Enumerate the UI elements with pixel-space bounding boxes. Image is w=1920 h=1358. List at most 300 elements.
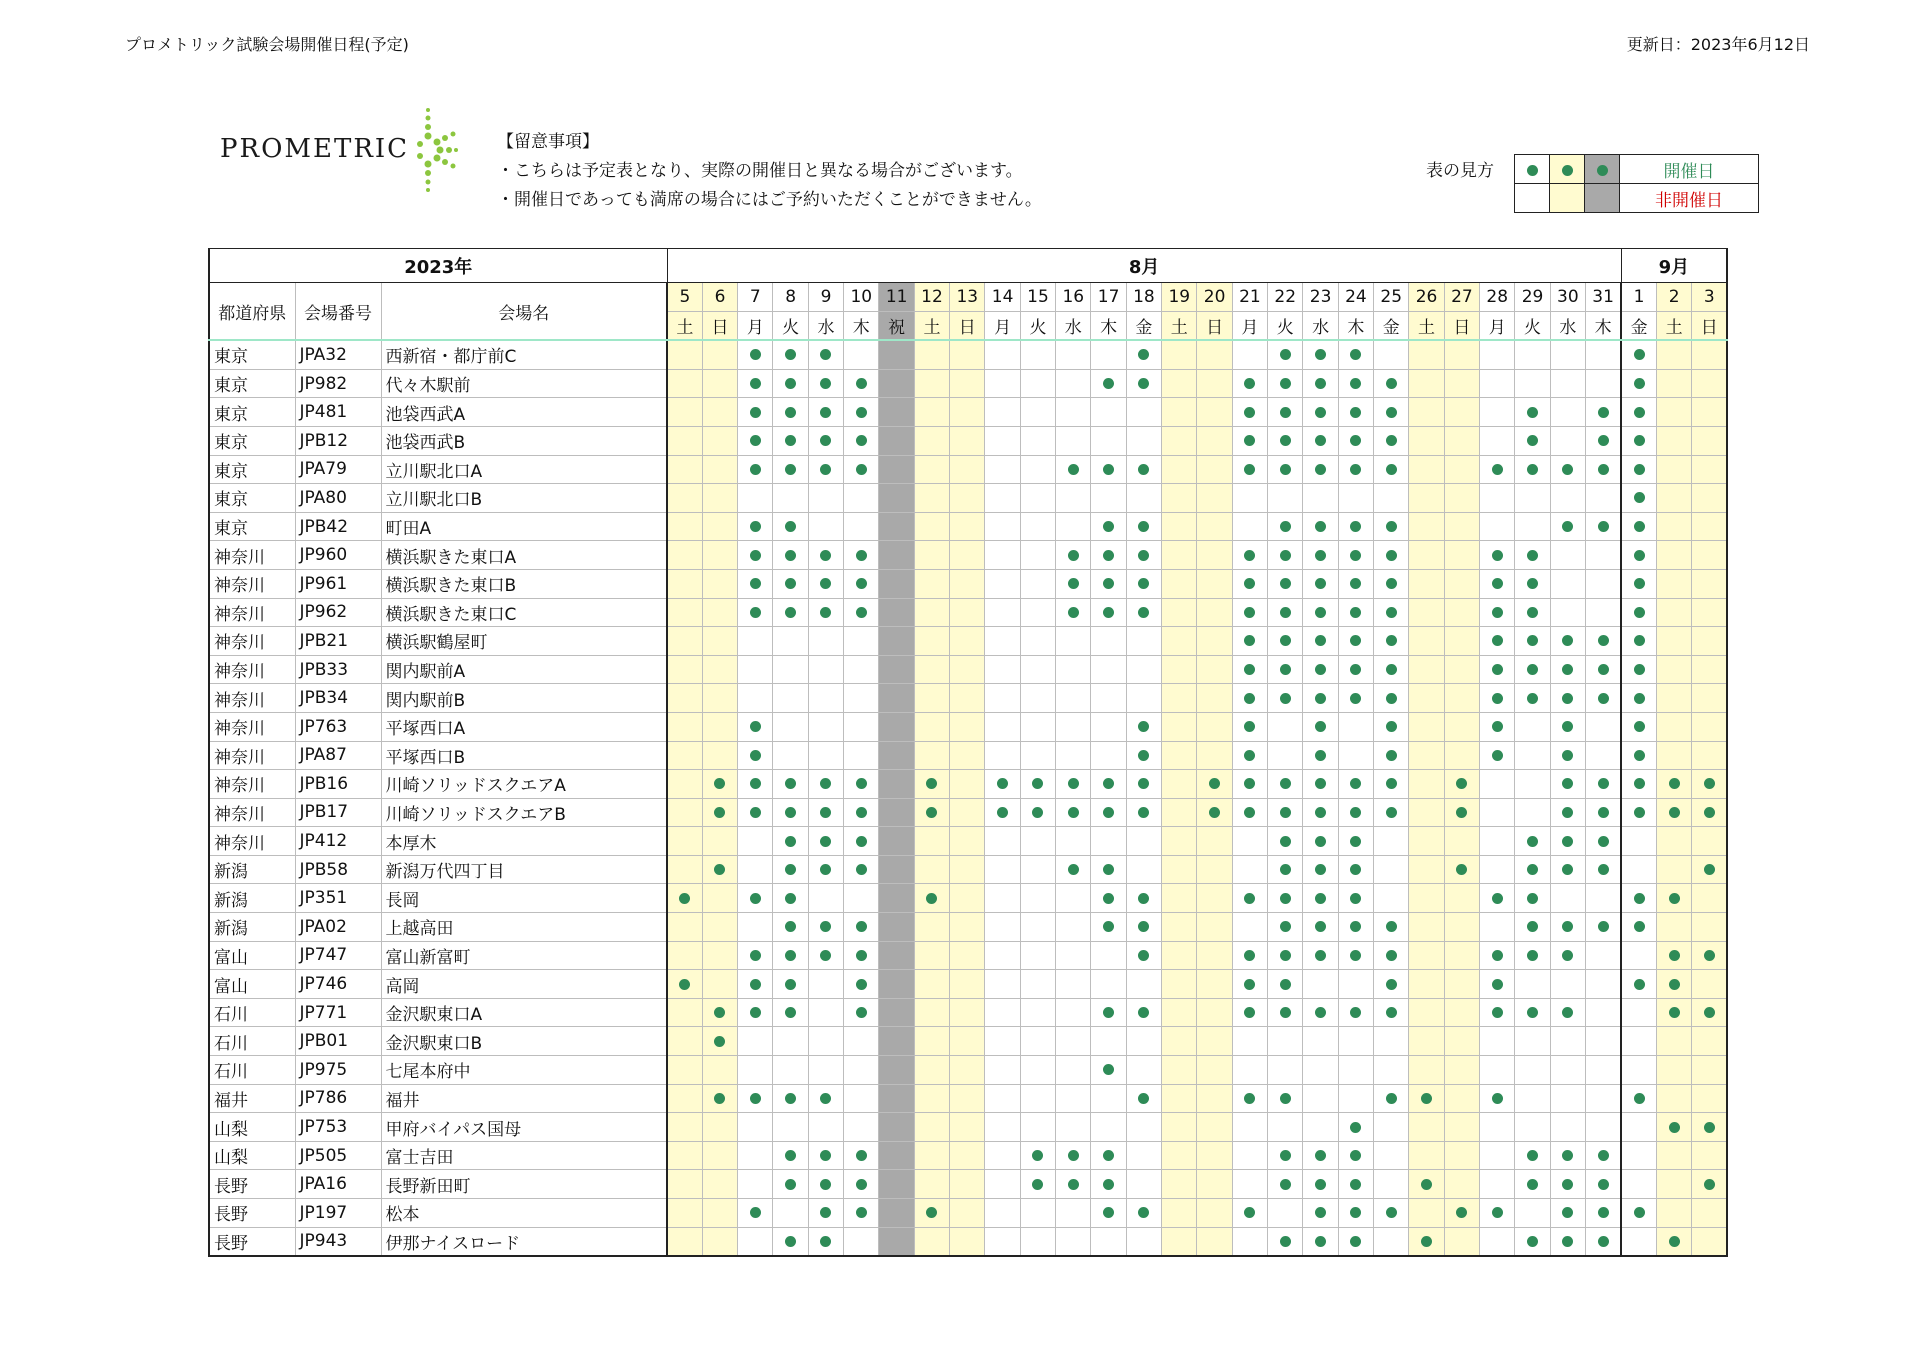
schedule-cell [985,655,1020,684]
schedule-cell [985,998,1020,1027]
cell-pref: 神奈川 [209,655,295,684]
schedule-cell [808,1227,843,1256]
schedule-cell [879,398,914,427]
open-dot-icon [1280,664,1291,675]
open-dot-icon [1527,1236,1538,1247]
open-dot-icon [1634,921,1645,932]
schedule-cell [1162,1199,1197,1228]
open-dot-icon [785,578,796,589]
schedule-cell [1374,1113,1409,1142]
open-dot-icon [1103,1064,1114,1075]
cell-pref: 山梨 [209,1141,295,1170]
schedule-cell [1409,426,1444,455]
open-dot-icon [1492,550,1503,561]
schedule-cell [1444,998,1479,1027]
schedule-cell [1692,512,1727,541]
open-dot-icon [750,1093,761,1104]
schedule-cell [985,941,1020,970]
schedule-cell [1020,770,1055,799]
schedule-cell [950,512,985,541]
table-row [209,369,1727,398]
schedule-cell [1621,426,1656,455]
day-weekday: 水 [1056,311,1091,340]
open-dot-icon [1598,807,1609,818]
schedule-cell [1550,569,1585,598]
cell-code: JPA16 [295,1170,381,1199]
open-dot-icon [1280,807,1291,818]
schedule-cell [1232,913,1267,942]
schedule-cell [1126,1170,1161,1199]
schedule-cell [1480,884,1515,913]
schedule-cell [914,598,949,627]
schedule-cell [1409,1056,1444,1085]
schedule-cell [1162,1084,1197,1113]
schedule-cell [914,340,949,369]
schedule-cell [1550,655,1585,684]
cell-pref: 長野 [209,1199,295,1228]
schedule-cell [1550,712,1585,741]
schedule-cell [702,1170,737,1199]
schedule-cell [1197,1227,1232,1256]
schedule-cell [1268,369,1303,398]
open-dot-icon [1280,778,1291,789]
schedule-cell [844,798,879,827]
schedule-cell [1232,855,1267,884]
cell-venue-name: 甲府バイパス国母 [381,1113,667,1142]
schedule-cell [1056,655,1091,684]
open-dot-icon [1315,435,1326,446]
open-dot-icon [1350,607,1361,618]
cell-code: JP351 [295,884,381,913]
open-dot-icon [1527,1007,1538,1018]
day-number: 26 [1409,283,1444,312]
schedule-cell [1338,569,1373,598]
open-dot-icon [1527,1179,1538,1190]
day-number: 7 [738,283,773,312]
schedule-cell [1692,770,1727,799]
schedule-cell [1197,1084,1232,1113]
schedule-cell [1197,627,1232,656]
day-weekday: 土 [1657,311,1692,340]
schedule-cell [702,884,737,913]
schedule-cell [738,741,773,770]
schedule-cell [1480,913,1515,942]
open-dot-icon [926,893,937,904]
table-row [209,741,1727,770]
schedule-cell [1338,627,1373,656]
schedule-cell [1232,884,1267,913]
schedule-cell [773,541,808,570]
schedule-cell [1586,1199,1622,1228]
schedule-cell [1586,798,1622,827]
open-dot-icon [820,1207,831,1218]
schedule-cell [1409,913,1444,942]
schedule-cell [1197,741,1232,770]
schedule-cell [667,627,702,656]
schedule-cell [985,426,1020,455]
open-dot-icon [926,807,937,818]
page-title: プロメトリック試験会場開催日程(予定) [125,35,409,54]
schedule-cell [1657,655,1692,684]
schedule-cell [1621,655,1656,684]
schedule-cell [1657,1199,1692,1228]
schedule-cell [1550,770,1585,799]
schedule-cell [1480,1084,1515,1113]
schedule-cell [1550,684,1585,713]
schedule-cell [1020,1056,1055,1085]
schedule-cell [1586,541,1622,570]
schedule-cell [1268,970,1303,999]
schedule-cell [1374,569,1409,598]
schedule-cell [879,569,914,598]
schedule-cell [667,827,702,856]
open-dot-icon [820,578,831,589]
schedule-cell [1586,598,1622,627]
table-row [209,970,1727,999]
schedule-cell [1374,913,1409,942]
open-dot-icon [1350,836,1361,847]
open-dot-icon [820,407,831,418]
schedule-cell [773,426,808,455]
open-dot-icon [1527,607,1538,618]
schedule-cell [1126,770,1161,799]
schedule-cell [1232,455,1267,484]
schedule-cell [1162,941,1197,970]
schedule-cell [1338,970,1373,999]
schedule-cell [950,798,985,827]
open-dot-icon [1068,1150,1079,1161]
schedule-cell [1197,1113,1232,1142]
open-dot-icon [1280,607,1291,618]
open-dot-icon [1562,778,1573,789]
schedule-cell [1338,827,1373,856]
open-dot-icon [1280,407,1291,418]
schedule-cell [1550,1027,1585,1056]
open-dot-icon [1669,1007,1680,1018]
schedule-cell [914,512,949,541]
open-dot-icon [1315,693,1326,704]
open-dot-icon [1634,979,1645,990]
schedule-cell [1091,455,1126,484]
schedule-cell [1550,1199,1585,1228]
table-row [209,770,1727,799]
schedule-cell [1056,913,1091,942]
schedule-cell [1444,1141,1479,1170]
open-dot-icon [1244,807,1255,818]
open-dot-icon [714,1093,725,1104]
schedule-cell [667,569,702,598]
day-weekday: 月 [985,311,1020,340]
schedule-cell [1056,1113,1091,1142]
schedule-cell [1020,569,1055,598]
schedule-cell [1409,369,1444,398]
schedule-cell [1162,798,1197,827]
schedule-cell [950,827,985,856]
schedule-cell [1056,426,1091,455]
schedule-cell [1692,970,1727,999]
open-dot-icon [1527,693,1538,704]
schedule-cell [1409,941,1444,970]
schedule-cell [1020,684,1055,713]
schedule-cell [1692,627,1727,656]
open-dot-icon [1315,550,1326,561]
schedule-cell [844,1227,879,1256]
open-dot-icon [1634,750,1645,761]
schedule-cell [1197,855,1232,884]
schedule-cell [702,569,737,598]
schedule-cell [1338,798,1373,827]
schedule-cell [1232,1141,1267,1170]
schedule-cell [1056,1084,1091,1113]
schedule-cell [914,855,949,884]
schedule-cell [738,1141,773,1170]
open-dot-icon [785,550,796,561]
schedule-cell [844,1084,879,1113]
open-dot-icon [750,893,761,904]
open-dot-icon [1315,521,1326,532]
open-dot-icon [1315,864,1326,875]
schedule-cell [1197,1056,1232,1085]
schedule-cell [1515,512,1550,541]
cell-venue-name: 横浜駅きた東口A [381,541,667,570]
open-dot-icon [1634,635,1645,646]
schedule-cell [1692,827,1727,856]
open-dot-icon [1244,893,1255,904]
schedule-cell [1657,1027,1692,1056]
cell-pref: 新潟 [209,855,295,884]
schedule-cell [1197,1141,1232,1170]
day-number: 16 [1056,283,1091,312]
schedule-cell [950,455,985,484]
cell-venue-name: 横浜駅きた東口B [381,569,667,598]
schedule-cell [1444,369,1479,398]
table-row [209,655,1727,684]
open-dot-icon [1634,721,1645,732]
schedule-cell [1480,455,1515,484]
schedule-cell [702,1084,737,1113]
schedule-cell [1056,1056,1091,1085]
open-dot-icon [1280,349,1291,360]
schedule-cell [1126,798,1161,827]
schedule-cell [1586,855,1622,884]
open-dot-icon [997,778,1008,789]
schedule-cell [1692,1084,1727,1113]
schedule-cell [1409,712,1444,741]
day-weekday: 月 [1480,311,1515,340]
schedule-cell [1268,684,1303,713]
schedule-cell [1303,1027,1338,1056]
cell-pref: 神奈川 [209,827,295,856]
schedule-cell [879,340,914,369]
schedule-cell [1692,541,1727,570]
day-number: 22 [1268,283,1303,312]
cell-pref: 石川 [209,998,295,1027]
schedule-cell [1444,884,1479,913]
open-dot-icon [856,921,867,932]
cell-code: JPA02 [295,913,381,942]
schedule-cell [738,855,773,884]
cell-pref: 東京 [209,512,295,541]
open-dot-icon [856,435,867,446]
schedule-cell [914,1141,949,1170]
schedule-cell [1550,798,1585,827]
schedule-cell [914,884,949,913]
day-weekday: 火 [1020,311,1055,340]
open-dot-icon [856,979,867,990]
schedule-cell [1480,855,1515,884]
open-dot-icon [1280,1150,1291,1161]
schedule-cell [738,941,773,970]
schedule-cell [1444,569,1479,598]
schedule-cell [1444,1227,1479,1256]
schedule-cell [1515,426,1550,455]
schedule-cell [667,684,702,713]
schedule-cell [844,655,879,684]
open-dot-icon [1350,1150,1361,1161]
schedule-cell [1692,913,1727,942]
schedule-cell [1338,426,1373,455]
schedule-cell [1268,484,1303,513]
schedule-cell [1162,1227,1197,1256]
schedule-cell [667,1027,702,1056]
schedule-cell [1374,798,1409,827]
schedule-cell [702,798,737,827]
schedule-cell [1232,512,1267,541]
schedule-cell [1162,655,1197,684]
open-dot-icon [1562,807,1573,818]
schedule-cell [773,1027,808,1056]
open-dot-icon [750,578,761,589]
open-dot-icon [1421,1236,1432,1247]
open-dot-icon [856,1207,867,1218]
schedule-cell [1303,798,1338,827]
schedule-cell [1586,1084,1622,1113]
open-dot-icon [1244,1093,1255,1104]
schedule-cell [1550,484,1585,513]
open-dot-icon [1492,607,1503,618]
schedule-cell [1197,941,1232,970]
schedule-cell [1444,655,1479,684]
schedule-cell [1374,1227,1409,1256]
schedule-cell [1020,913,1055,942]
schedule-cell [1232,598,1267,627]
schedule-cell [1621,541,1656,570]
schedule-cell [1232,712,1267,741]
schedule-cell [738,1170,773,1199]
schedule-cell [914,998,949,1027]
logo-burst-icon [398,102,458,198]
open-dot-icon [1492,893,1503,904]
schedule-cell [950,426,985,455]
schedule-cell [1515,712,1550,741]
schedule-cell [773,684,808,713]
cell-venue-name: 関内駅前A [381,655,667,684]
open-dot-icon [1244,979,1255,990]
schedule-cell [1197,827,1232,856]
open-dot-icon [1209,778,1220,789]
schedule-cell [879,627,914,656]
open-dot-icon [1103,521,1114,532]
year-header: 2023年 [209,249,667,283]
schedule-cell [1550,627,1585,656]
schedule-cell [1480,941,1515,970]
open-dot-icon [1103,1150,1114,1161]
schedule-cell [1374,655,1409,684]
schedule-cell [844,340,879,369]
schedule-cell [1444,426,1479,455]
open-dot-icon [1315,1179,1326,1190]
schedule-table [208,248,1728,1257]
schedule-cell [738,684,773,713]
open-dot-icon [1280,550,1291,561]
schedule-cell [1020,1170,1055,1199]
schedule-cell [667,941,702,970]
schedule-cell [1550,512,1585,541]
open-dot-icon [1562,635,1573,646]
schedule-cell [1374,1170,1409,1199]
open-dot-icon [1315,921,1326,932]
schedule-cell [1232,340,1267,369]
day-number: 5 [667,283,702,312]
schedule-cell [1126,1199,1161,1228]
schedule-cell [1692,1027,1727,1056]
schedule-cell [1515,741,1550,770]
schedule-cell [702,913,737,942]
schedule-cell [1091,770,1126,799]
day-weekday: 水 [1303,311,1338,340]
schedule-cell [702,741,737,770]
table-row [209,541,1727,570]
schedule-cell [1303,598,1338,627]
schedule-cell [1197,398,1232,427]
schedule-cell [1020,1084,1055,1113]
schedule-cell [1162,1056,1197,1085]
schedule-cell [1338,712,1373,741]
schedule-cell [1480,798,1515,827]
schedule-cell [1586,369,1622,398]
schedule-cell [1550,398,1585,427]
schedule-cell [1303,684,1338,713]
schedule-cell [1657,426,1692,455]
open-dot-icon [1492,578,1503,589]
open-dot-icon [1103,921,1114,932]
schedule-cell [1197,684,1232,713]
schedule-cell [1091,1170,1126,1199]
schedule-cell [1692,569,1727,598]
schedule-cell [844,369,879,398]
schedule-cell [1303,512,1338,541]
schedule-cell [1480,1027,1515,1056]
open-dot-icon [820,950,831,961]
legend-weekday-closed [1515,184,1550,213]
schedule-cell [879,426,914,455]
open-dot-icon [820,464,831,475]
schedule-cell [1586,998,1622,1027]
open-dot-icon [1386,693,1397,704]
schedule-cell [702,1227,737,1256]
open-dot-icon [1315,836,1326,847]
cell-code: JP412 [295,827,381,856]
schedule-cell [1586,1027,1622,1056]
schedule-cell [1657,684,1692,713]
legend-closed-text: 非開催日 [1620,184,1759,213]
open-dot-icon [1386,464,1397,475]
schedule-cell [1409,1170,1444,1199]
open-dot-icon [750,950,761,961]
schedule-cell [667,426,702,455]
schedule-cell [1268,998,1303,1027]
schedule-cell [1550,855,1585,884]
